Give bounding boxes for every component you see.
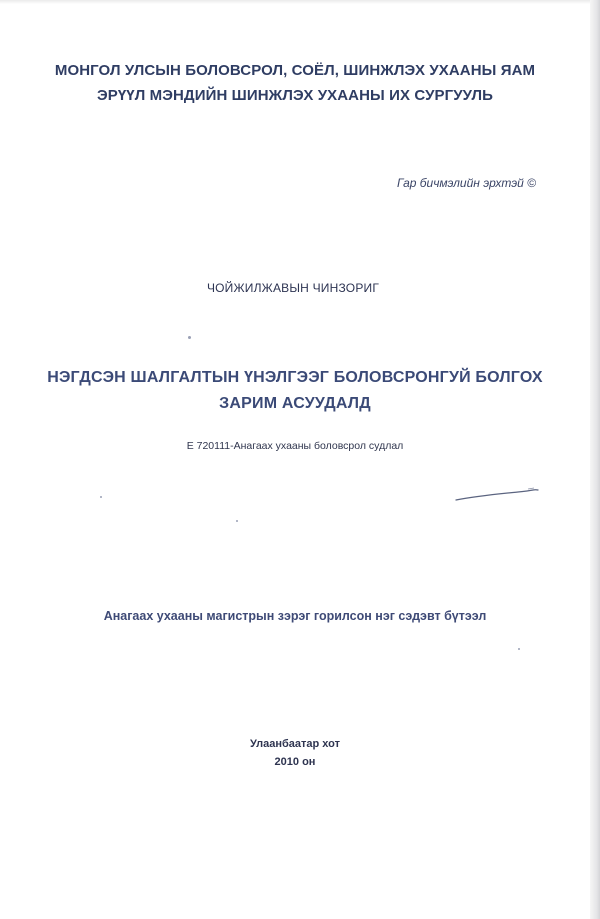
ministry-name: МОНГОЛ УЛСЫН БОЛОВСРОЛ, СОЁЛ, ШИНЖЛЭХ УХААНЫ ЯАМ [54, 62, 536, 79]
copyright-note: Гар бичмэлийн эрхтэй © [396, 176, 536, 190]
scan-speck [188, 336, 191, 339]
thesis-title-line-2: ЗАРИМ АСУУДАЛД [219, 395, 371, 412]
city: Улаанбаатар хот [249, 738, 340, 750]
scan-speck [236, 520, 238, 522]
degree-statement: Анагаах ухааны магистрын зэрэг горилсон нэг сэдэвт бүтээл [103, 609, 487, 623]
scan-shadow-top [0, 0, 600, 4]
pen-stroke-mark [454, 484, 544, 506]
thesis-title-line-1: НЭГДСЭН ШАЛГАЛТЫН ҮНЭЛГЭЭГ БОЛОВСРОНГУЙ БОЛГОХ [47, 369, 543, 386]
specialty-code: Е 720111-Анагаах ухааны боловсрол судлал [186, 440, 404, 452]
scan-speck [100, 496, 102, 498]
scan-speck [518, 648, 520, 650]
university-name: ЭРҮҮЛ МЭНДИЙН ШИНЖЛЭХ УХААНЫ ИХ СУРГУУЛЬ [96, 87, 494, 104]
year: 2010 он [274, 756, 316, 768]
author-name: ЧОЙЖИЛЖАВЫН ЧИНЗОРИГ [206, 281, 380, 295]
scan-shadow-right [590, 0, 600, 919]
